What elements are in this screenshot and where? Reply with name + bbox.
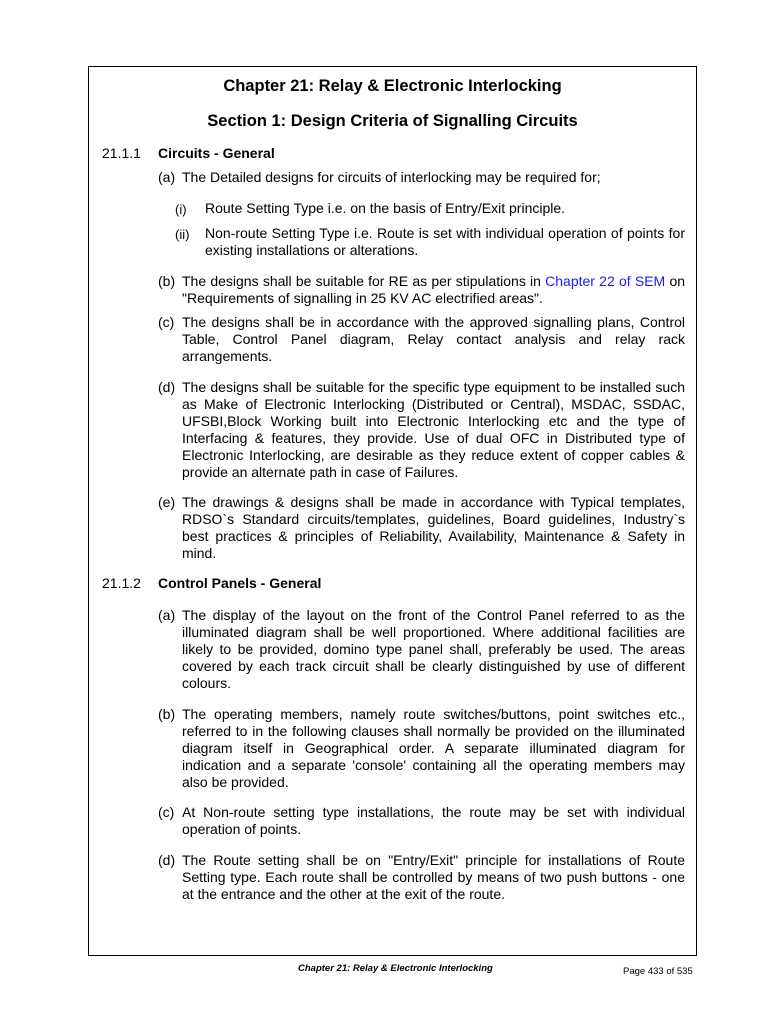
- cp-item-text-c: At Non-route setting type installations, the route may be set with individual operation of points.: [182, 804, 685, 837]
- subitem-label-ii: (ii): [175, 227, 190, 242]
- chapter-22-link[interactable]: Chapter 22 of SEM: [545, 273, 666, 289]
- item-label-c: (c): [158, 314, 175, 330]
- item-label-e: (e): [158, 494, 176, 510]
- item-text-b: [182, 273, 685, 307]
- item-label-d: (d): [158, 379, 176, 395]
- cp-item-text-d: The Route setting shall be on "Entry/Exit" principle for installations of Route Setting type. Each route shall be controlled by means of two push buttons - one at the entrance and the other at the exit of the route.: [182, 852, 685, 902]
- cp-item-label-a: (a): [158, 607, 176, 623]
- clause-heading-control-panels: Control Panels - General: [158, 575, 322, 591]
- item-label-b: (b): [158, 273, 176, 289]
- cp-item-label-d: (d): [158, 852, 176, 868]
- item-text-e: The drawings & designs shall be made in accordance with Typical templates, RDSO`s Standard circuits/templates, guidelines, Board guidelines, Industry`s best practices & principles of Reliability, Availability, Maintenance & Safety in mind.: [182, 494, 685, 561]
- subitem-label-i: (i): [175, 202, 187, 217]
- item-text-d: The designs shall be suitable for the specific type equipment to be installed such as Make of Electronic Interlocking (Distributed or Central), MSDAC, SSDAC, UFSBI,Block Working built into Electronic Interlocking etc and the type of Interfacing & features, they provide. Use of dual OFC in Distributed type of Electronic Interlocking, are desirable as they reduce extent of copper cables & provide an alternate path in case of Failures.: [182, 379, 685, 480]
- chapter-title: Chapter 21: Relay & Electronic Interlocking: [223, 77, 562, 95]
- footer-page-number: Page 433 of 535: [623, 966, 693, 977]
- section-title: Section 1: Design Criteria of Signalling Circuits: [207, 112, 578, 130]
- clause-number-21-1-1: 21.1.1: [102, 145, 141, 161]
- footer-chapter-title: Chapter 21: Relay & Electronic Interlocking: [298, 963, 493, 974]
- item-text-c: The designs shall be in accordance with the approved signalling plans, Control Table, Control Panel diagram, Relay contact analysis and relay rack arrangements.: [182, 314, 685, 364]
- cp-item-text-b: The operating members, namely route switches/buttons, point switches etc., referred to in the following clauses shall normally be provided on the illuminated diagram itself in Geographical order. A separate illuminated diagram for indication and a separate 'console' containing all the operating members may also be provided.: [182, 706, 685, 790]
- item-text-b-part1: The designs shall be suitable for RE as per stipulations in: [182, 273, 546, 289]
- cp-item-text-a: The display of the layout on the front of the Control Panel referred to as the illuminated diagram shall be well proportioned. Where additional facilities are likely to be provided, domino type panel shall, preferably be used. The areas covered by each track circuit shall be clearly distinguished by use of different colours.: [182, 607, 685, 691]
- subitem-text-i: Route Setting Type i.e. on the basis of Entry/Exit principle.: [205, 200, 566, 216]
- subitem-text-ii: Non-route Setting Type i.e. Route is set with individual operation of points for existing installations or alterations.: [205, 225, 685, 258]
- clause-number-21-1-2: 21.1.2: [102, 575, 141, 591]
- item-label-a: (a): [158, 169, 176, 185]
- item-text-b-part2: on "Requirements of signalling in 25 KV AC electrified areas".: [182, 273, 686, 306]
- cp-item-label-b: (b): [158, 706, 176, 722]
- item-text-a: The Detailed designs for circuits of interlocking may be required for;: [182, 169, 601, 185]
- clause-heading-circuits: Circuits - General: [158, 145, 275, 161]
- cp-item-label-c: (c): [158, 804, 175, 820]
